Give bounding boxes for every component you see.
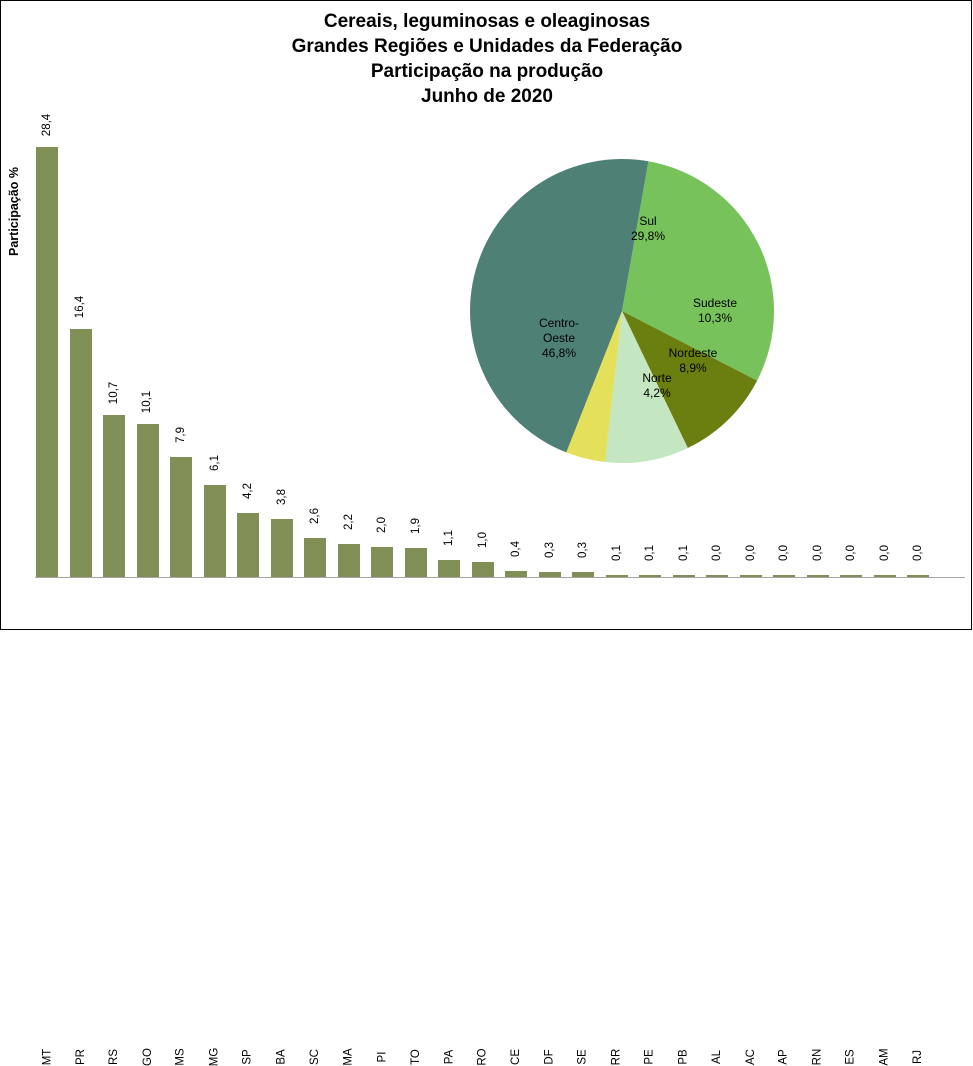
bar-value-label: 0,0	[744, 545, 757, 561]
x-axis-tick-label: ES	[845, 1049, 857, 1065]
x-axis-tick-label: MA	[342, 1048, 355, 1066]
bar	[70, 329, 92, 577]
bar-value-label: 0,3	[577, 542, 589, 559]
pie-slice-label: Sul 29,8%	[630, 214, 666, 243]
bar	[103, 415, 125, 577]
x-axis-tick-label: CE	[509, 1049, 522, 1065]
x-axis-tick-label: RR	[610, 1048, 623, 1066]
x-axis-tick-label: BA	[275, 1049, 288, 1065]
bar-value-label: 0,0	[845, 545, 857, 561]
bar-value-label: 28,4	[40, 113, 53, 137]
bar-value-label: 0,3	[543, 542, 556, 559]
title-line-3: Participação na produção	[370, 61, 604, 82]
x-axis-tick-label: AL	[710, 1049, 723, 1065]
x-axis-tick-label: PI	[376, 1051, 388, 1063]
bar	[36, 147, 58, 577]
x-axis-tick-label: SE	[577, 1049, 589, 1065]
bar	[472, 562, 494, 577]
bar-value-label: 0,4	[510, 540, 522, 557]
bar-value-label: 1,0	[476, 531, 489, 548]
bar-value-label: 16,4	[74, 295, 87, 318]
bar-value-label: 0,0	[778, 545, 790, 561]
bar	[338, 544, 360, 577]
bar-value-label: 0,1	[644, 545, 656, 561]
bar	[204, 485, 226, 577]
x-axis-tick-label: PA	[443, 1049, 455, 1065]
pie-slice-label: Sudeste 10,3%	[692, 296, 738, 325]
x-axis-tick-label: SP	[242, 1049, 254, 1065]
x-axis-tick-label: RS	[107, 1049, 120, 1065]
bar-value-label: 0,0	[811, 545, 824, 561]
title-line-1: Cereais, leguminosas e oleaginosas	[323, 11, 651, 32]
bar-value-label: 0,1	[610, 545, 623, 561]
x-axis-tick-label: AM	[878, 1048, 891, 1066]
bar-value-label: 2,2	[342, 513, 355, 530]
x-axis-tick-label: MS	[175, 1048, 187, 1066]
x-axis-tick-label: PR	[74, 1049, 87, 1065]
title-line-4: Junho de 2020	[421, 86, 553, 107]
x-axis-tick-label: MT	[40, 1048, 53, 1066]
bar-value-label: 10,7	[107, 381, 120, 405]
bar-value-label: 1,1	[443, 530, 455, 547]
bar-value-label: 0,0	[711, 545, 723, 561]
bar-value-label: 4,2	[242, 483, 254, 500]
bar	[371, 547, 393, 577]
bar-value-label: 0,0	[878, 545, 891, 561]
bar-value-label: 2,6	[309, 507, 321, 524]
bar-value-label: 0,1	[677, 545, 690, 561]
bar	[438, 560, 460, 577]
pie-slice-label: Nordeste 8,9%	[668, 346, 718, 375]
x-axis-line	[35, 577, 965, 578]
y-axis-label: Participação %	[7, 167, 21, 256]
pie-slice-label: Norte 4,2%	[642, 371, 672, 400]
bar-value-label: 2,0	[376, 516, 388, 533]
bar	[405, 548, 427, 577]
x-axis-tick-label: DF	[543, 1049, 556, 1065]
x-axis-tick-label: RO	[476, 1048, 489, 1066]
bar-value-label: 7,9	[175, 427, 187, 444]
bar	[237, 513, 259, 577]
x-axis-tick-label: SC	[308, 1049, 321, 1065]
x-axis-tick-label: AP	[778, 1049, 790, 1065]
page-title	[1, 9, 973, 109]
bar-value-label: 1,9	[409, 518, 422, 535]
x-axis-tick-label: RN	[811, 1048, 824, 1066]
bar-value-label: 6,1	[208, 454, 221, 471]
title-line-2: Grandes Regiões e Unidades da Federação	[291, 36, 683, 57]
pie-chart	[467, 156, 777, 466]
bar	[137, 424, 159, 577]
x-axis-tick-label: MG	[208, 1047, 221, 1066]
bar	[304, 538, 326, 577]
bar	[170, 457, 192, 577]
bar	[271, 519, 293, 577]
x-axis-tick-label: TO	[409, 1049, 422, 1065]
pie-slice-label: Centro- Oeste 46,8%	[538, 316, 579, 360]
x-axis-tick-label: RJ	[912, 1049, 924, 1065]
x-axis-tick-label: PE	[644, 1049, 656, 1065]
x-axis-tick-label: GO	[141, 1048, 154, 1066]
bar-value-label: 0,0	[912, 545, 924, 561]
x-axis-tick-label: PB	[677, 1049, 690, 1065]
x-axis-tick-label: AC	[744, 1049, 757, 1065]
bar-value-label: 10,1	[141, 390, 154, 414]
bar-value-label: 3,8	[275, 489, 288, 506]
